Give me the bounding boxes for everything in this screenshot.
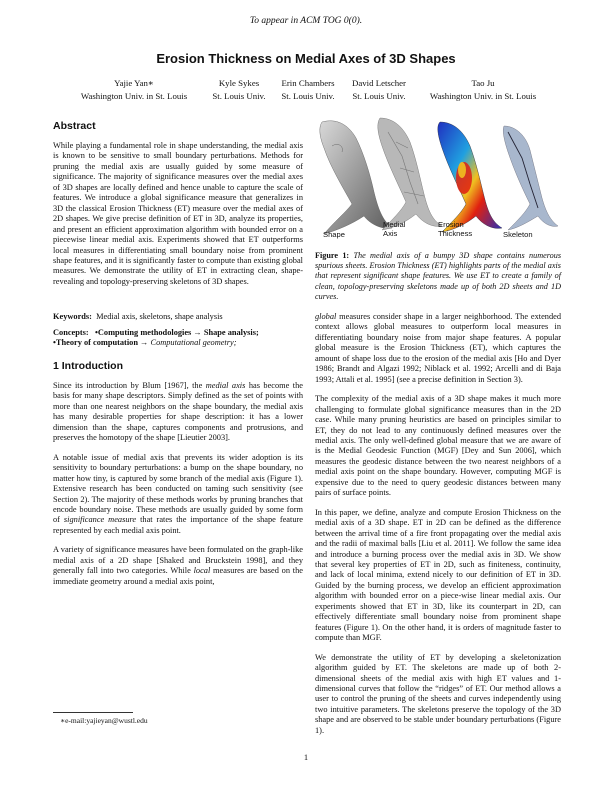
keywords [53, 312, 303, 322]
concepts-item-2: •Theory of computation → [53, 338, 149, 348]
skeleton-shape-icon [503, 126, 558, 230]
author-affiliation: St. Louis Univ. [212, 91, 266, 101]
author-name: Tao Ju [471, 78, 495, 88]
concepts-item-2-italic: Computational geometry; [150, 338, 237, 348]
paper-title: Erosion Thickness on Medial Axes of 3D Shapes [156, 51, 456, 66]
author-4 [343, 77, 415, 103]
author-name: Yajie Yan∗ [114, 78, 154, 88]
figure-1-caption [315, 251, 561, 302]
page-number: 1 [303, 752, 309, 762]
abstract-heading: Abstract [53, 120, 96, 132]
text-run: global [315, 312, 337, 321]
text-run: measures are based on the immediate geometry around a medial axis point, [53, 566, 304, 586]
right-column-body [315, 312, 561, 736]
author-5 [420, 77, 546, 103]
text-run: local [193, 566, 211, 576]
author-name: David Letscher [352, 78, 406, 88]
keywords-label: Keywords: [53, 312, 92, 321]
introduction-body [53, 381, 303, 587]
intro-paragraph-3 [53, 545, 303, 587]
author-3 [273, 77, 343, 103]
abstract-body [53, 141, 303, 287]
abstract-text: While playing a fundamental role in shape understanding, the medial axis is known to be sensitive to small boundary perturbations. Methods for pruning the medial axis are usually guided by some measure of significance. The majority of significance measures over the medial axes of 3D shapes are locally defined and hence unable to capture the scale of features. We introduce a global significance measure that generalizes in 3D the classical Erosion Thickness (ET) measure over the medial axes of 2D shapes. We give precise definition of ET in 3D, analyze its properties, and present an efficient approximation algorithm with bounded error on a piecewise linear medial axis. Experiments showed that ET outperforms local measures in differentiating small boundary noise from prominent shape features, and it is significantly faster to compute than existing global measures. We demonstrate the utility of ET in extracting clean, shape-revealing and topology-preserving skeletons of 3D shapes. [53, 141, 303, 286]
caption-text: The medial axis of a bumpy 3D shape contains numerous spurious sheets. Erosion Thickness (ET) highlights parts of the medial axis that represent significant shape features. We use ET to create a family of clean, topology-preserving skeletons made up of both 2D sheets and 1D curves. [315, 251, 561, 301]
right-paragraph-2: The complexity of the medial axis of a 3D shape makes it much more challenging to formulate global significance measures than in the 2D case. While many pruning heuristics are based on principles similar to ET, they do not lead to any continuously defined measures over the medial axis. The only well-defined global measure that we are aware of is the Medial Geodesic Function (MGF) [Dey and Sun 2006], which measures the geodesic distance between the two nearest neighbors of a medial axis point on the shape boundary. However, computing MGF is expensive due to the need to query geodesic distances between many pairs of surface points. [315, 394, 561, 498]
author-2 [203, 77, 275, 103]
figure-label-shape: Shape [323, 230, 345, 239]
text-run: measures consider shape in a larger neighborhood. The extended context allows global measures to outperform local measures in differentiating boundary noise from major shape features. A popular global measure is the Erosion Thickness (ET), which captures the amount of shape loss due to the erosion of the medial axis [Ho and Dyer 1986; Brandt and Algazi 1992; Niblack et al. 1992; Arcelli and di Baja 1993; Attali et al. 1995] (see a precise definition in Section 3). [315, 312, 561, 384]
right-paragraph-1 [315, 312, 561, 385]
intro-paragraph-2 [53, 453, 303, 537]
concepts-item-1: •Computing methodologies → Shape analysis; [94, 328, 259, 337]
footnote: ∗e-mail:yajieyan@wustl.edu [60, 716, 148, 725]
concepts-label: Concepts: [53, 328, 89, 337]
text-run: Since its introduction by Blum [1967], the [53, 381, 206, 390]
author-affiliation: St. Louis Univ. [352, 91, 406, 101]
text-run: significance measure [63, 515, 137, 525]
text-run: has become the basis for many shape descriptors. Simply defined as the set of points with more than one nearest neighbors on the shape boundary, the medial axis has many desirable properties for shape description: it has a lower dimension than the shape, captures components and protrusions, and preserves the homotopy of the shape [Lieutier 2003]. [53, 381, 303, 443]
footnote-rule [53, 712, 133, 713]
figure-label-skeleton: Skeleton [503, 230, 533, 239]
text-run: A variety of significance measures have been formulated on the graph-like medial axis of a 2D shape [Shaked and Bruckstein 1998], and they generally fall into two categories. While [53, 545, 303, 576]
figure-label-erosion-thickness: Erosion Thickness [438, 220, 473, 238]
erosion-thickness-shape-icon [438, 122, 502, 232]
figure-label-medial-axis: Medial Axis [383, 220, 406, 238]
text-run: that rates the importance of the shape feature represented by each medial axis point. [53, 515, 303, 535]
author-name: Erin Chambers [281, 78, 335, 88]
intro-paragraph-1 [53, 381, 303, 444]
author-affiliation: Washington Univ. in St. Louis [80, 91, 188, 101]
medial-axis-shape-icon [378, 118, 442, 230]
author-affiliation: Washington Univ. in St. Louis [429, 91, 537, 101]
author-name: Kyle Sykes [218, 78, 260, 88]
right-paragraph-4: We demonstrate the utility of ET by developing a skeletonization algorithm guided by ET. The skeletons are made up of both 2-dimensional sheets of the medial axis with high ET values and 1-dimensional curves that follow the “ridges” of ET. Our method allows a user to control the pruning of the sheets and curves independently using two intuitive parameters. The skeletons preserve the topology of the 3D shape and are observed to be stable under boundary perturbations (Figure 1). [315, 652, 561, 735]
introduction-heading: 1 Introduction [53, 360, 123, 372]
concepts [53, 328, 303, 349]
right-paragraph-3: In this paper, we define, analyze and compute Erosion Thickness on the medial axis of a 3D shape. ET in 2D can be defined as the difference between the arrival time of a fire front propagating over the medial axis and the radii of maximal balls [Liu et al. 2011]. We follow the same idea and introduce a burning process over the medial axis in 3D. We show that several key properties of ET in 2D, such as finiteness, continuity, and lack of local minima, extend nicely to our definition of ET in 3D. Guided by the burning process, we develop an efficient approximation algorithm with bounded error on a piece-wise linear medial axis. Our experiments showed that ET in 3D, like its counterpart in 2D, can effectively differentiate small boundary noise from prominent shape features (Figure 1). On the other hand, it is orders of magnitude faster to compute than MGF. [315, 507, 561, 643]
author-affiliation: St. Louis Univ. [281, 91, 335, 101]
figure-1-illustration [312, 112, 562, 244]
caption-label: Figure 1: [315, 251, 350, 260]
author-1 [66, 77, 202, 103]
keywords-text: Medial axis, skeletons, shape analysis [96, 312, 223, 321]
text-run: A notable issue of medial axis that prevents its wider adoption is its sensitivity to boundary perturbations: a bump on the shape boundary, no matter how tiny, is captured by some branch of the medial axis (Figure 1). Extensive research has been conducted on taming such sensitivity (see Section 2). The majority of these methods works by pruning branches that encode boundary noise. These methods are usually guided by some form of [53, 452, 303, 525]
venue-line: To appear in ACM TOG 0(0). [249, 16, 363, 26]
text-run: medial axis [205, 381, 246, 390]
